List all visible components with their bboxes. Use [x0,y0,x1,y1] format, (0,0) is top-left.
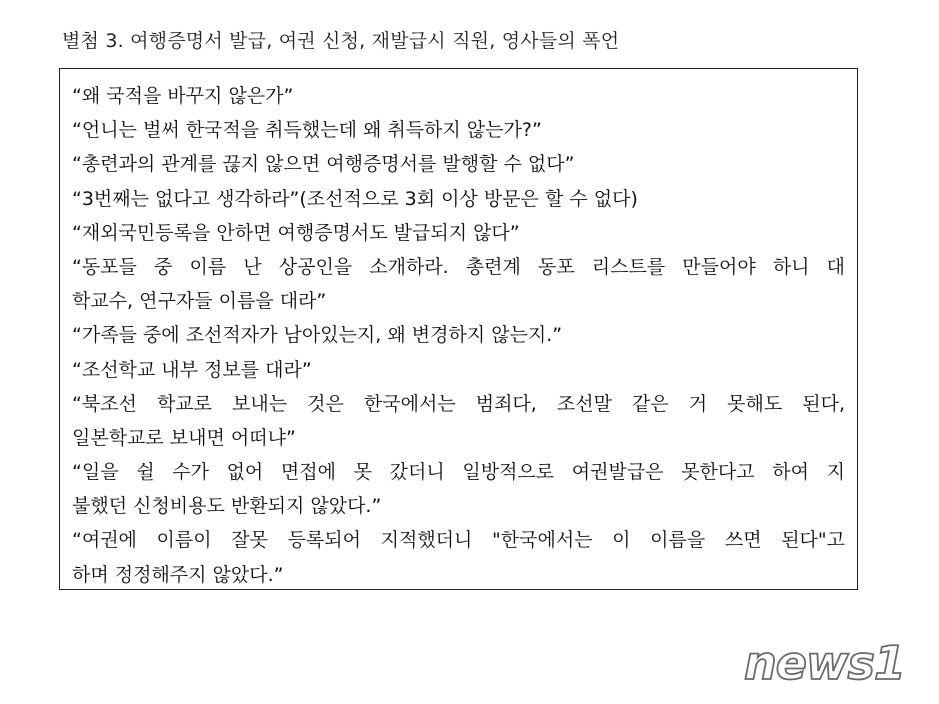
quote-line: 일본학교로 보내면 어떠냐” [72,426,296,449]
watermark-text: news1 [744,636,905,690]
quote-line: “조선학교 내부 정보를 대라” [72,358,312,381]
quote-line: “언니는 벌써 한국적을 취득했는데 왜 취득하지 않는가?” [72,119,542,142]
quote-line: “왜 국적을 바꾸지 않은가” [72,85,294,107]
quote-line: “여권에 이름이 잘못 등록되어 지적했더니 "한국에서는 이 이름을 쓰면 된다"고 [72,529,845,552]
quote-line: “총련과의 관계를 끊지 않으면 여행증명서를 발행할 수 없다” [72,153,575,176]
quote-line: 학교수, 연구자들 이름을 대라” [72,290,327,313]
quote-line: “가족들 중에 조선적자가 남아있는지, 왜 변경하지 않는지.” [72,324,563,347]
quote-line: “재외국민등록을 안하면 여행증명서도 발급되지 않다” [72,221,520,244]
quote-line: “동포들 중 이름 난 상공인을 소개하라. 총련계 동포 리스트를 만들어야 하니 대 [72,255,845,278]
document-title: 별첨 3. 여행증명서 발급, 여권 신청, 재발급시 직원, 영사들의 폭언 [62,30,620,52]
quote-line: “일을 쉴 수가 없어 면접에 못 갔더니 일방적으로 여권발급은 못한다고 하여 지 [72,461,845,484]
news1-watermark-logo [744,632,929,692]
quote-line: “북조선 학교로 보내는 것은 한국에서는 범죄다, 조선말 같은 거 못해도 된다, [72,392,845,415]
quote-line: “3번째는 없다고 생각하라”(조선적으로 3회 이상 방문은 할 수 없다) [72,187,638,210]
quote-line: 하며 정정해주지 않았다.” [72,563,284,586]
quote-box [59,68,858,590]
quote-line: 불했던 신청비용도 반환되지 않았다.” [72,495,382,518]
